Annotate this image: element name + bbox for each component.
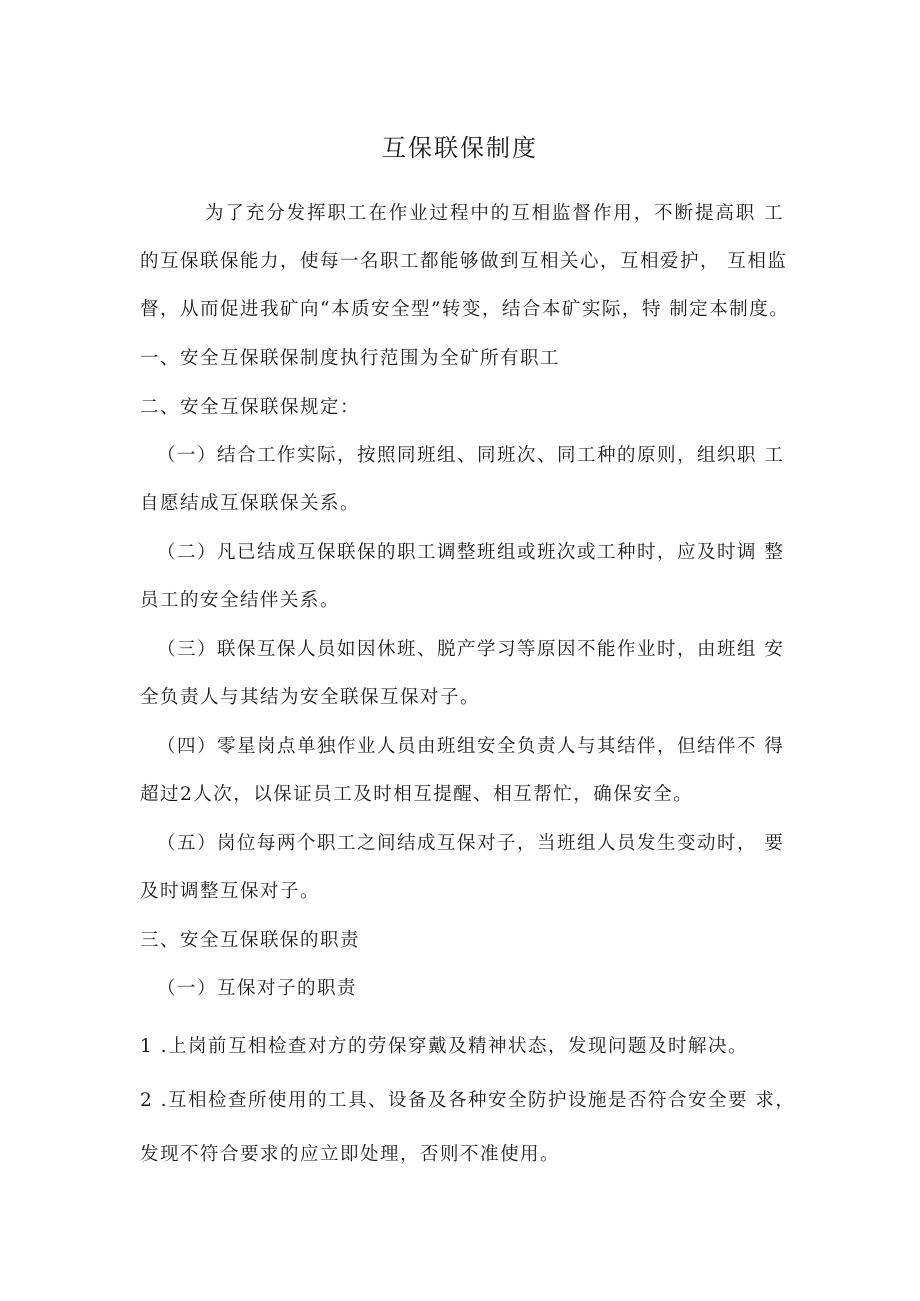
list-item-line: 超过2人次，以保证员工及时相互提醒、相互帮忙，确保安全。 xyxy=(140,784,694,805)
subsection-heading: （一）互保对子的职责 xyxy=(157,978,358,999)
paragraph-line: 的互保联保能力，使每一名职工都能够做到互相关心，互相爱护， 互相监 xyxy=(140,251,788,272)
list-item-line: 及时调整互保对子。 xyxy=(140,881,321,902)
section-heading: 一、安全互保联保制度执行范围为全矿所有职工 xyxy=(140,348,561,369)
list-item-line: 员工的安全结伴关系。 xyxy=(140,590,341,611)
section-heading: 三、安全互保联保的职责 xyxy=(140,930,361,951)
section-heading: 二、安全互保联保规定： xyxy=(140,397,361,418)
list-item-line: （四）零星岗点单独作业人员由班组安全负责人与其结伴，但结伴不 得 xyxy=(157,736,785,757)
list-item-line: （五）岗位每两个职工之间结成互保对子，当班组人员发生变动时， 要 xyxy=(157,833,785,854)
list-item-line: （三）联保互保人员如因休班、脱产学习等原因不能作业时，由班组 安 xyxy=(157,639,785,660)
page-title: 互保联保制度 xyxy=(382,134,538,162)
list-item-line: （一）结合工作实际，按照同班组、同班次、同工种的原则，组织职 工 xyxy=(157,445,785,466)
list-item-line: （二）凡已结成互保联保的职工调整班组或班次或工种时，应及时调 整 xyxy=(157,542,785,563)
list-item-line: 全负责人与其结为安全联保互保对子。 xyxy=(140,687,481,708)
paragraph-line: 督，从而促进我矿向“本质安全型”转变，结合本矿实际，特 制定本制度。 xyxy=(140,299,790,320)
numbered-item-line: 1 .上岗前互相检查对方的劳保穿戴及精神状态，发现问题及时解决。 xyxy=(140,1036,749,1057)
numbered-item-line: 2 .互相检查所使用的工具、设备及各种安全防护设施是否符合安全要 求， xyxy=(140,1090,796,1111)
paragraph-line: 为了充分发挥职工在作业过程中的互相监督作用，不断提高职 工 xyxy=(205,203,784,224)
numbered-item-line: 发现不符合要求的应立即处理，否则不准使用。 xyxy=(140,1144,561,1165)
list-item-line: 自愿结成互保联保关系。 xyxy=(140,493,361,514)
